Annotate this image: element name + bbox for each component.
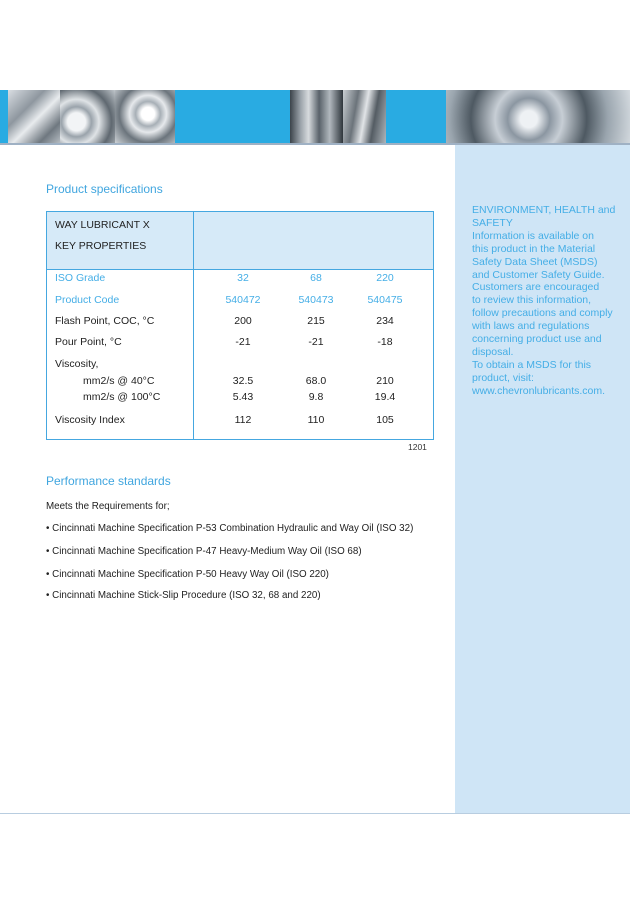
ehs-body-line: with laws and regulations (472, 320, 590, 333)
table-divider (193, 212, 194, 439)
viscosity-index-label: Viscosity Index (55, 414, 125, 426)
bearing-photo (115, 90, 175, 143)
bearing-photo (60, 90, 115, 143)
strip-blue-panel (386, 90, 446, 143)
ehs-body-line: product, visit: (472, 371, 534, 384)
product-code-value: 540473 (298, 294, 334, 306)
ehs-body-line: to review this information, (472, 294, 592, 307)
viscosity-40-label: mm2/s @ 40°C (83, 375, 155, 387)
performance-intro: Meets the Requirements for; (46, 501, 170, 512)
strip-blue-panel (175, 90, 290, 143)
flash-point-value: 215 (307, 315, 325, 327)
ehs-body-line: Safety Data Sheet (MSDS) (472, 255, 598, 268)
flash-point-value: 200 (234, 315, 252, 327)
viscosity-index-value: 105 (376, 414, 394, 426)
viscosity-100-value: 19.4 (374, 391, 396, 403)
performance-item: • Cincinnati Machine Specification P-53 Combination Hydraulic and Way Oil (ISO 32) (46, 523, 414, 534)
product-code-label: Product Code (55, 294, 120, 306)
viscosity-100-value: 5.43 (232, 391, 254, 403)
viscosity-40-value: 32.5 (232, 375, 254, 387)
ehs-body-line: disposal. (472, 345, 514, 358)
ehs-body-line: this product in the Material (472, 242, 596, 255)
footer-rule (0, 813, 630, 814)
header-photo-strip (0, 90, 630, 143)
viscosity-index-value: 112 (234, 414, 252, 426)
ehs-body-line: To obtain a MSDS for this (472, 358, 592, 371)
viscosity-40-value: 210 (376, 375, 394, 387)
machine-part-photo (343, 90, 386, 143)
viscosity-100-label: mm2/s @ 100°C (83, 391, 161, 403)
table-heading: WAY LUBRICANT X (55, 219, 150, 231)
pour-point-value: -21 (235, 336, 251, 348)
iso-grade-value: 32 (237, 272, 249, 284)
ehs-body-line: concerning product use and (472, 333, 602, 346)
bearing-photo (8, 90, 60, 143)
performance-standards-title: Performance standards (46, 474, 171, 488)
viscosity-index-value: 110 (307, 414, 325, 426)
table-heading: KEY PROPERTIES (55, 240, 147, 252)
performance-item: • Cincinnati Machine Stick-Slip Procedure (ISO 32, 68 and 220) (46, 590, 321, 601)
pour-point-value: -18 (377, 336, 393, 348)
table-divider (47, 269, 433, 270)
ehs-body-line: Customers are encouraged (472, 281, 600, 294)
flash-point-label: Flash Point, COC, °C (55, 315, 155, 327)
key-properties-table (46, 211, 434, 440)
iso-grade-value: 220 (376, 272, 394, 284)
viscosity-40-value: 68.0 (305, 375, 327, 387)
machinery-photo (446, 90, 630, 143)
flash-point-value: 234 (376, 315, 394, 327)
ehs-sidebar-text (472, 204, 622, 398)
product-specs-title: Product specifications (46, 182, 163, 196)
msds-link[interactable]: www.chevronlubricants.com. (472, 384, 606, 397)
ehs-title: SAFETY (472, 216, 513, 229)
iso-grade-label: ISO Grade (55, 272, 106, 284)
ehs-body-line: follow precautions and comply (472, 307, 613, 320)
viscosity-label: Viscosity, (55, 358, 99, 370)
ehs-body-line: and Customer Safety Guide. (472, 268, 605, 281)
pour-point-value: -21 (308, 336, 324, 348)
ehs-body-line: Information is available on (472, 229, 594, 242)
viscosity-100-value: 9.8 (308, 391, 324, 403)
strip-blue-panel (0, 90, 8, 143)
ehs-title: ENVIRONMENT, HEALTH and (472, 204, 616, 216)
performance-item: • Cincinnati Machine Specification P-47 Heavy-Medium Way Oil (ISO 68) (46, 546, 362, 557)
iso-grade-value: 68 (310, 272, 322, 284)
pour-point-label: Pour Point, °C (55, 336, 122, 348)
machine-part-photo (290, 90, 343, 143)
table-footnote-code: 1201 (408, 442, 427, 452)
performance-item: • Cincinnati Machine Specification P-50 Heavy Way Oil (ISO 220) (46, 569, 329, 580)
product-code-value: 540475 (367, 294, 403, 306)
product-code-value: 540472 (225, 294, 261, 306)
